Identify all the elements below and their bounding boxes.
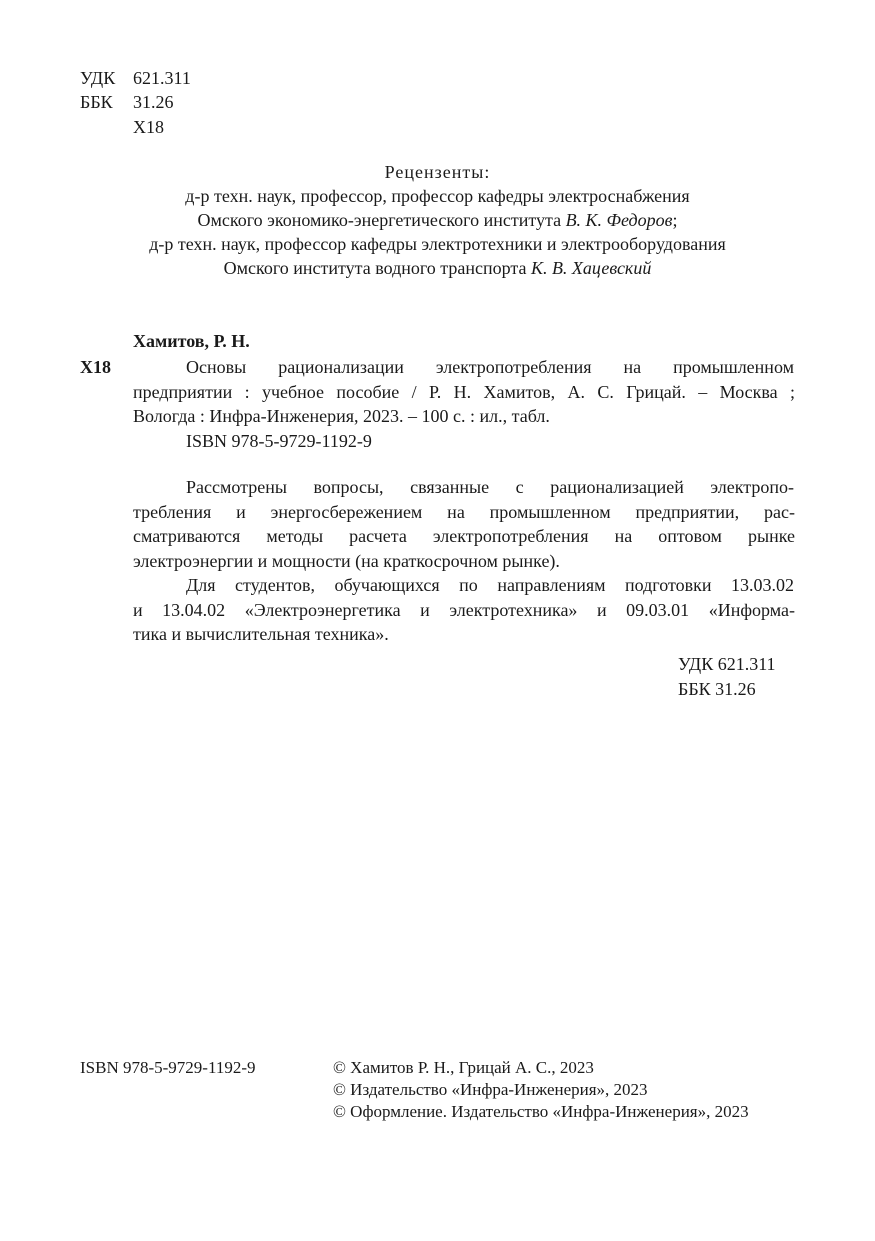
udk-value: 621.311	[133, 68, 191, 88]
reviewer-2-org: Омского института водного транспорта	[223, 258, 531, 278]
abstract-p2-line-3: тика и вычислительная техника».	[133, 624, 389, 644]
footer-isbn: ISBN 978-5-9729-1192-9	[80, 1058, 256, 1077]
udk-code: УДК 621.311	[678, 654, 776, 674]
copyright-authors: © Хамитов Р. Н., Грицай А. С., 2023	[333, 1058, 594, 1077]
bib-isbn: ISBN 978-5-9729-1192-9	[186, 431, 372, 451]
reviewer-1-institution	[0, 208, 875, 232]
reviewers-block	[0, 160, 875, 280]
reviewer-1-org: Омского экономико-энергетического института	[197, 210, 566, 230]
abstract-p2-line-1: Для студентов, обучающихся по направлениям подготовки 13.03.02	[186, 575, 794, 595]
reviewer-2-name: К. В. Хацевский	[530, 258, 652, 278]
abstract-p2-line-2: и 13.04.02 «Электроэнергетика и электротехника» и 09.03.01 «Информа-	[133, 600, 795, 620]
abstract-p1-line-2: требления и энергосбережением на промышленном предприятии, рас-	[133, 502, 795, 522]
bib-title-line-2: предприятии : учебное пособие / Р. Н. Хамитов, А. С. Грицай. – Москва ;	[133, 382, 795, 402]
abstract-p1-line-1: Рассмотрены вопросы, связанные с рационализацией электропо-	[186, 477, 794, 497]
bbk-value: 31.26	[133, 92, 174, 112]
reviewer-2-institution	[0, 256, 875, 280]
bib-mark: Х18	[80, 357, 111, 377]
reviewer-1-name: В. К. Федоров	[565, 210, 673, 230]
bib-title-line-3: Вологда : Инфра-Инженерия, 2023. – 100 с. : ил., табл.	[133, 406, 550, 426]
bib-title-line-1: Основы рационализации электропотребления на промышленном	[186, 357, 794, 377]
copyright-publisher: © Издательство «Инфра-Инженерия», 2023	[333, 1080, 648, 1099]
bib-author: Хамитов, Р. Н.	[133, 331, 250, 351]
bbk-label: ББК	[80, 92, 113, 112]
copyright-design: © Оформление. Издательство «Инфра-Инженерия», 2023	[333, 1102, 749, 1121]
reviewer-2-position: д-р техн. наук, профессор кафедры электротехники и электрооборудования	[149, 234, 726, 254]
abstract-p1-line-3: сматриваются методы расчета электропотребления на оптовом рынке	[133, 526, 795, 546]
bbk-code: ББК 31.26	[678, 679, 756, 699]
reviewer-1-separator: ;	[672, 210, 678, 230]
abstract-p1-line-4: электроэнергии и мощности (на краткосрочном рынке).	[133, 551, 560, 571]
reviewers-title: Рецензенты:	[384, 162, 491, 182]
author-mark: Х18	[133, 117, 164, 137]
reviewer-1-position: д-р техн. наук, профессор, профессор кафедры электроснабжения	[185, 186, 690, 206]
udk-label: УДК	[80, 68, 116, 88]
